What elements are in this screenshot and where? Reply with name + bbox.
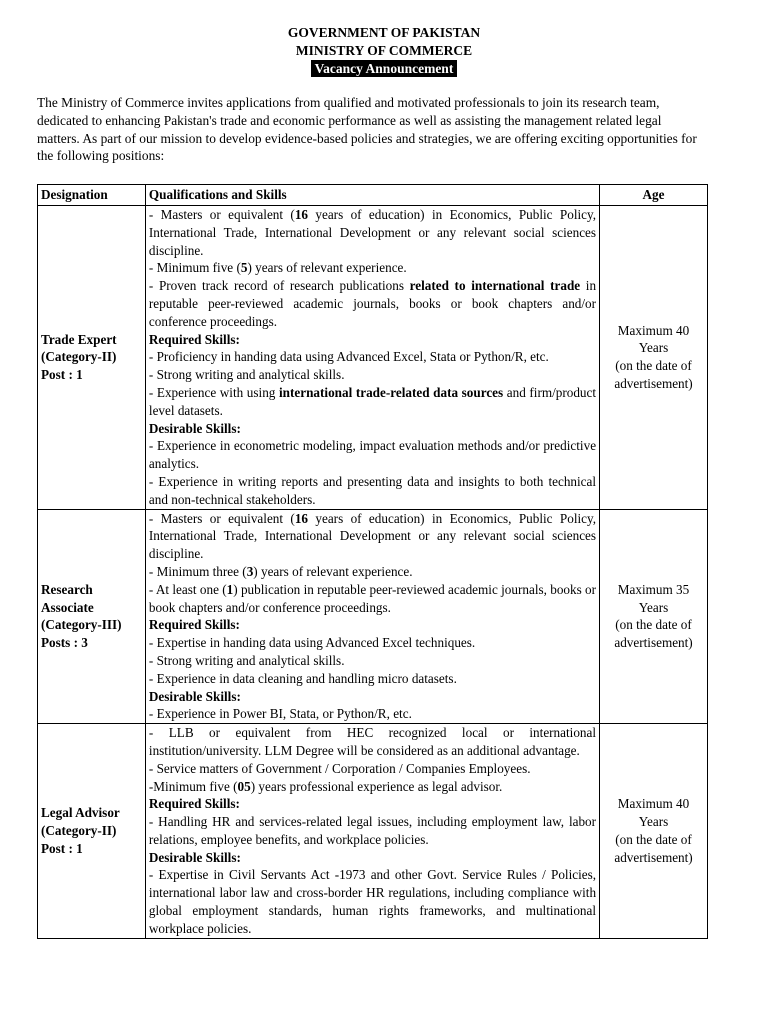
qualification-item: - Service matters of Government / Corporation / Companies Employees. (148, 760, 531, 776)
designation-posts: Post : 1 (41, 840, 83, 856)
vacancy-table (37, 184, 708, 939)
required-skill-item: - Experience in data cleaning and handling micro datasets. (148, 670, 457, 686)
qualifications-cell (145, 724, 599, 939)
required-skill-item: - Expertise in handing data using Advanced Excel techniques. (148, 635, 476, 651)
required-skills-heading: Required Skills: (148, 617, 240, 633)
required-skills-heading: Required Skills: (148, 796, 240, 812)
designation-cell (38, 724, 146, 939)
age-note: (on the date of (615, 617, 692, 633)
table-row (38, 206, 708, 510)
desirable-skills-heading: Desirable Skills: (148, 420, 241, 436)
age-cell (600, 206, 708, 510)
required-skill-item: - Handling HR and services-related legal issues, including employment law, labor relations, employee benefits, and workplace policies. (148, 814, 597, 847)
header-designation: Designation (38, 185, 146, 206)
age-unit: Years (638, 814, 669, 830)
table-header-row (38, 185, 708, 206)
header-ministry: MINISTRY OF COMMERCE (295, 42, 473, 58)
age-limit: Maximum 40 (617, 796, 690, 812)
required-skill-item: - Strong writing and analytical skills. (148, 652, 345, 668)
age-limit: Maximum 40 (617, 322, 690, 338)
age-note: advertisement) (614, 635, 693, 651)
qualification-item: -Minimum five (05) years professional experience as legal advisor. (148, 778, 503, 794)
qualification-item: - Masters or equivalent (16 years of education) in Economics, Public Policy, International Trade, International Development or any relevant social sciences discipline. (148, 510, 597, 562)
designation-category: (Category-II) (41, 349, 117, 365)
desirable-skill-item: - Expertise in Civil Servants Act -1973 and other Govt. Service Rules / Policies, international labor law and cross-border HR regulations, including compliance with global employment standards, human rights frameworks, and multinational workplace policies. (148, 867, 597, 936)
age-unit: Years (638, 599, 669, 615)
designation-cell (38, 206, 146, 510)
qualifications-cell (145, 509, 599, 724)
qualification-item: - Minimum five (5) years of relevant experience. (148, 260, 407, 276)
designation-title: Legal Advisor (41, 805, 120, 821)
designation-title: Associate (41, 599, 94, 615)
desirable-skill-item: - Experience in econometric modeling, impact evaluation methods and/or predictive analytics. (148, 438, 597, 472)
qualification-item: - Proven track record of research publications related to international trade in reputable peer-reviewed academic journals, books or book chapters and/or conference proceedings. (148, 278, 597, 329)
age-note: advertisement) (614, 376, 693, 392)
desirable-skills-heading: Desirable Skills: (148, 849, 241, 865)
age-limit: Maximum 35 (617, 581, 690, 597)
qualifications-cell (145, 206, 599, 510)
age-cell (600, 509, 708, 724)
table-row (38, 509, 708, 724)
document-header (0, 24, 768, 78)
qualification-item: - LLB or equivalent from HEC recognized local or international institution/university. LLM Degree will be considered as an additional advantage. (148, 725, 597, 758)
designation-title: Research (41, 581, 93, 597)
age-cell (600, 724, 708, 939)
intro-paragraph: The Ministry of Commerce invites applications from qualified and motivated professionals to join its research team, dedicated to enhancing Pakistan's trade and economic performance as well as assisting the management related legal matters. As part of our mission to develop evidence-based policies and strategies, we are offering exciting opportunities for the following positions: (37, 95, 697, 164)
designation-posts: Posts : 3 (41, 635, 88, 651)
required-skill-item: - Experience with using international trade-related data sources and firm/product level datasets. (148, 384, 597, 418)
designation-title: Trade Expert (41, 331, 117, 347)
required-skills-heading: Required Skills: (148, 331, 240, 347)
header-government: GOVERNMENT OF PAKISTAN (287, 25, 481, 40)
header-qualifications: Qualifications and Skills (145, 185, 599, 206)
qualification-item: - At least one (1) publication in reputable peer-reviewed academic journals, books or book chapters and/or conference proceedings. (148, 581, 597, 615)
age-note: advertisement) (614, 849, 693, 865)
header-banner: Vacancy Announcement (311, 60, 458, 77)
required-skill-item: - Proficiency in handing data using Advanced Excel, Stata or Python/R, etc. (148, 349, 549, 365)
header-age: Age (600, 185, 708, 206)
table-row (38, 724, 708, 939)
age-note: (on the date of (615, 831, 692, 847)
qualification-item: - Minimum three (3) years of relevant experience. (148, 563, 413, 579)
desirable-skill-item: - Experience in Power BI, Stata, or Python/R, etc. (148, 706, 412, 722)
age-unit: Years (638, 340, 669, 356)
desirable-skill-item: - Experience in writing reports and presenting data and insights to both technical and non-technical stakeholders. (148, 473, 597, 507)
designation-category: (Category-III) (41, 617, 122, 633)
designation-category: (Category-II) (41, 822, 117, 838)
required-skill-item: - Strong writing and analytical skills. (148, 367, 345, 383)
designation-cell (38, 509, 146, 724)
qualification-item: - Masters or equivalent (16 years of education) in Economics, Public Policy, International Trade, International Development or any relevant social sciences discipline. (148, 207, 597, 258)
desirable-skills-heading: Desirable Skills: (148, 688, 241, 704)
age-note: (on the date of (615, 358, 692, 374)
designation-posts: Post : 1 (41, 367, 83, 383)
